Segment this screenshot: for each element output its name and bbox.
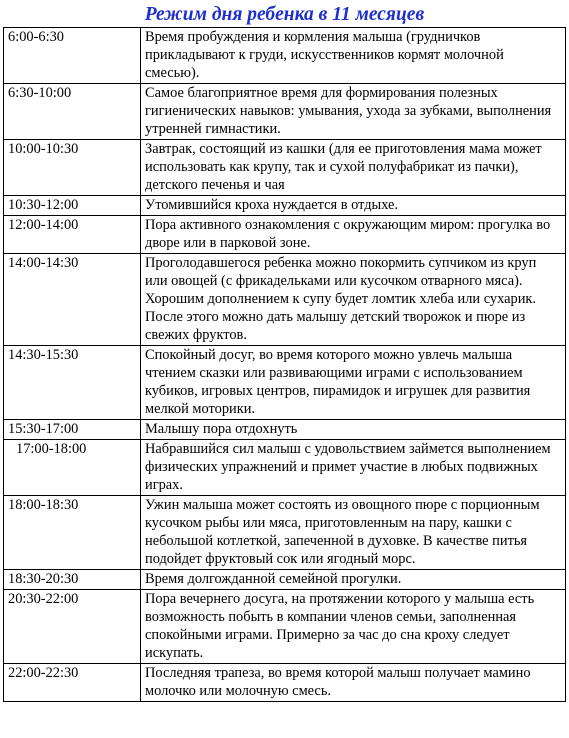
description-cell: Утомившийся кроха нуждается в отдыхе. (141, 196, 566, 216)
description-cell: Последняя трапеза, во время которой малыш получает мамино молочко или молочную смесь. (141, 664, 566, 702)
time-cell: 22:00-22:30 (4, 664, 141, 702)
table-row (4, 28, 566, 84)
description-cell: Самое благоприятное время для формирования полезных гигиенических навыков: умывания, ухода за зубками, выполнения утренней гимнастики. (141, 84, 566, 140)
description-cell: Пора активного ознакомления с окружающим миром: прогулка во дворе или в парковой зоне. (141, 216, 566, 254)
description-cell: Спокойный досуг, во время которого можно увлечь малыша чтением сказки или развивающими играми с использованием кубиков, игровых центров, пирамидок и игрушек для развития мелкой моторики. (141, 346, 566, 420)
time-cell: 14:30-15:30 (4, 346, 141, 420)
table-row (4, 440, 566, 496)
schedule-table (3, 27, 566, 702)
table-row (4, 84, 566, 140)
time-cell: 20:30-22:00 (4, 590, 141, 664)
table-row (4, 570, 566, 590)
time-cell: 10:00-10:30 (4, 140, 141, 196)
description-cell: Набравшийся сил малыш с удовольствием займется выполнением физических упражнений и примет участие в любых подвижных играх. (141, 440, 566, 496)
table-row (4, 496, 566, 570)
time-cell: 6:00-6:30 (4, 28, 141, 84)
table-row (4, 196, 566, 216)
table-row (4, 664, 566, 702)
time-cell: 17:00-18:00 (4, 440, 141, 496)
time-cell: 12:00-14:00 (4, 216, 141, 254)
table-row (4, 420, 566, 440)
time-cell: 15:30-17:00 (4, 420, 141, 440)
page-title: Режим дня ребенка в 11 месяцев (144, 4, 425, 25)
table-row (4, 140, 566, 196)
table-row (4, 254, 566, 346)
description-cell: Пора вечернего досуга, на протяжении которого у малыша есть возможность побыть в компании членов семьи, заполненная спокойными играми. Примерно за час до сна кроху следует искупать. (141, 590, 566, 664)
description-cell: Малышу пора отдохнуть (141, 420, 566, 440)
time-cell: 6:30-10:00 (4, 84, 141, 140)
table-row (4, 216, 566, 254)
table-row (4, 590, 566, 664)
description-cell: Завтрак, состоящий из кашки (для ее приготовления мама может использовать как крупу, так и сухой полуфабрикат из пачки), детского печенья и чая (141, 140, 566, 196)
table-row (4, 346, 566, 420)
description-cell: Ужин малыша может состоять из овощного пюре с порционным кусочком рыбы или мяса, приготовленным на пару, кашки с небольшой котлеткой, запеченной в духовке. В качестве питья подойдет фруктовый сок или ягодный морс. (141, 496, 566, 570)
description-cell: Время пробуждения и кормления малыша (грудничков прикладывают к груди, искусственников кормят молочной смесью). (141, 28, 566, 84)
description-cell: Проголодавшегося ребенка можно покормить супчиком из круп или овощей (с фрикадельками или кусочком отварного мяса). Хорошим дополнением к супу будет ломтик хлеба или сухарик. После этого можно дать малышу детский творожок и пюре из свежих фруктов. (141, 254, 566, 346)
time-cell: 10:30-12:00 (4, 196, 141, 216)
time-cell: 14:00-14:30 (4, 254, 141, 346)
time-cell: 18:00-18:30 (4, 496, 141, 570)
description-cell: Время долгожданной семейной прогулки. (141, 570, 566, 590)
time-cell: 18:30-20:30 (4, 570, 141, 590)
